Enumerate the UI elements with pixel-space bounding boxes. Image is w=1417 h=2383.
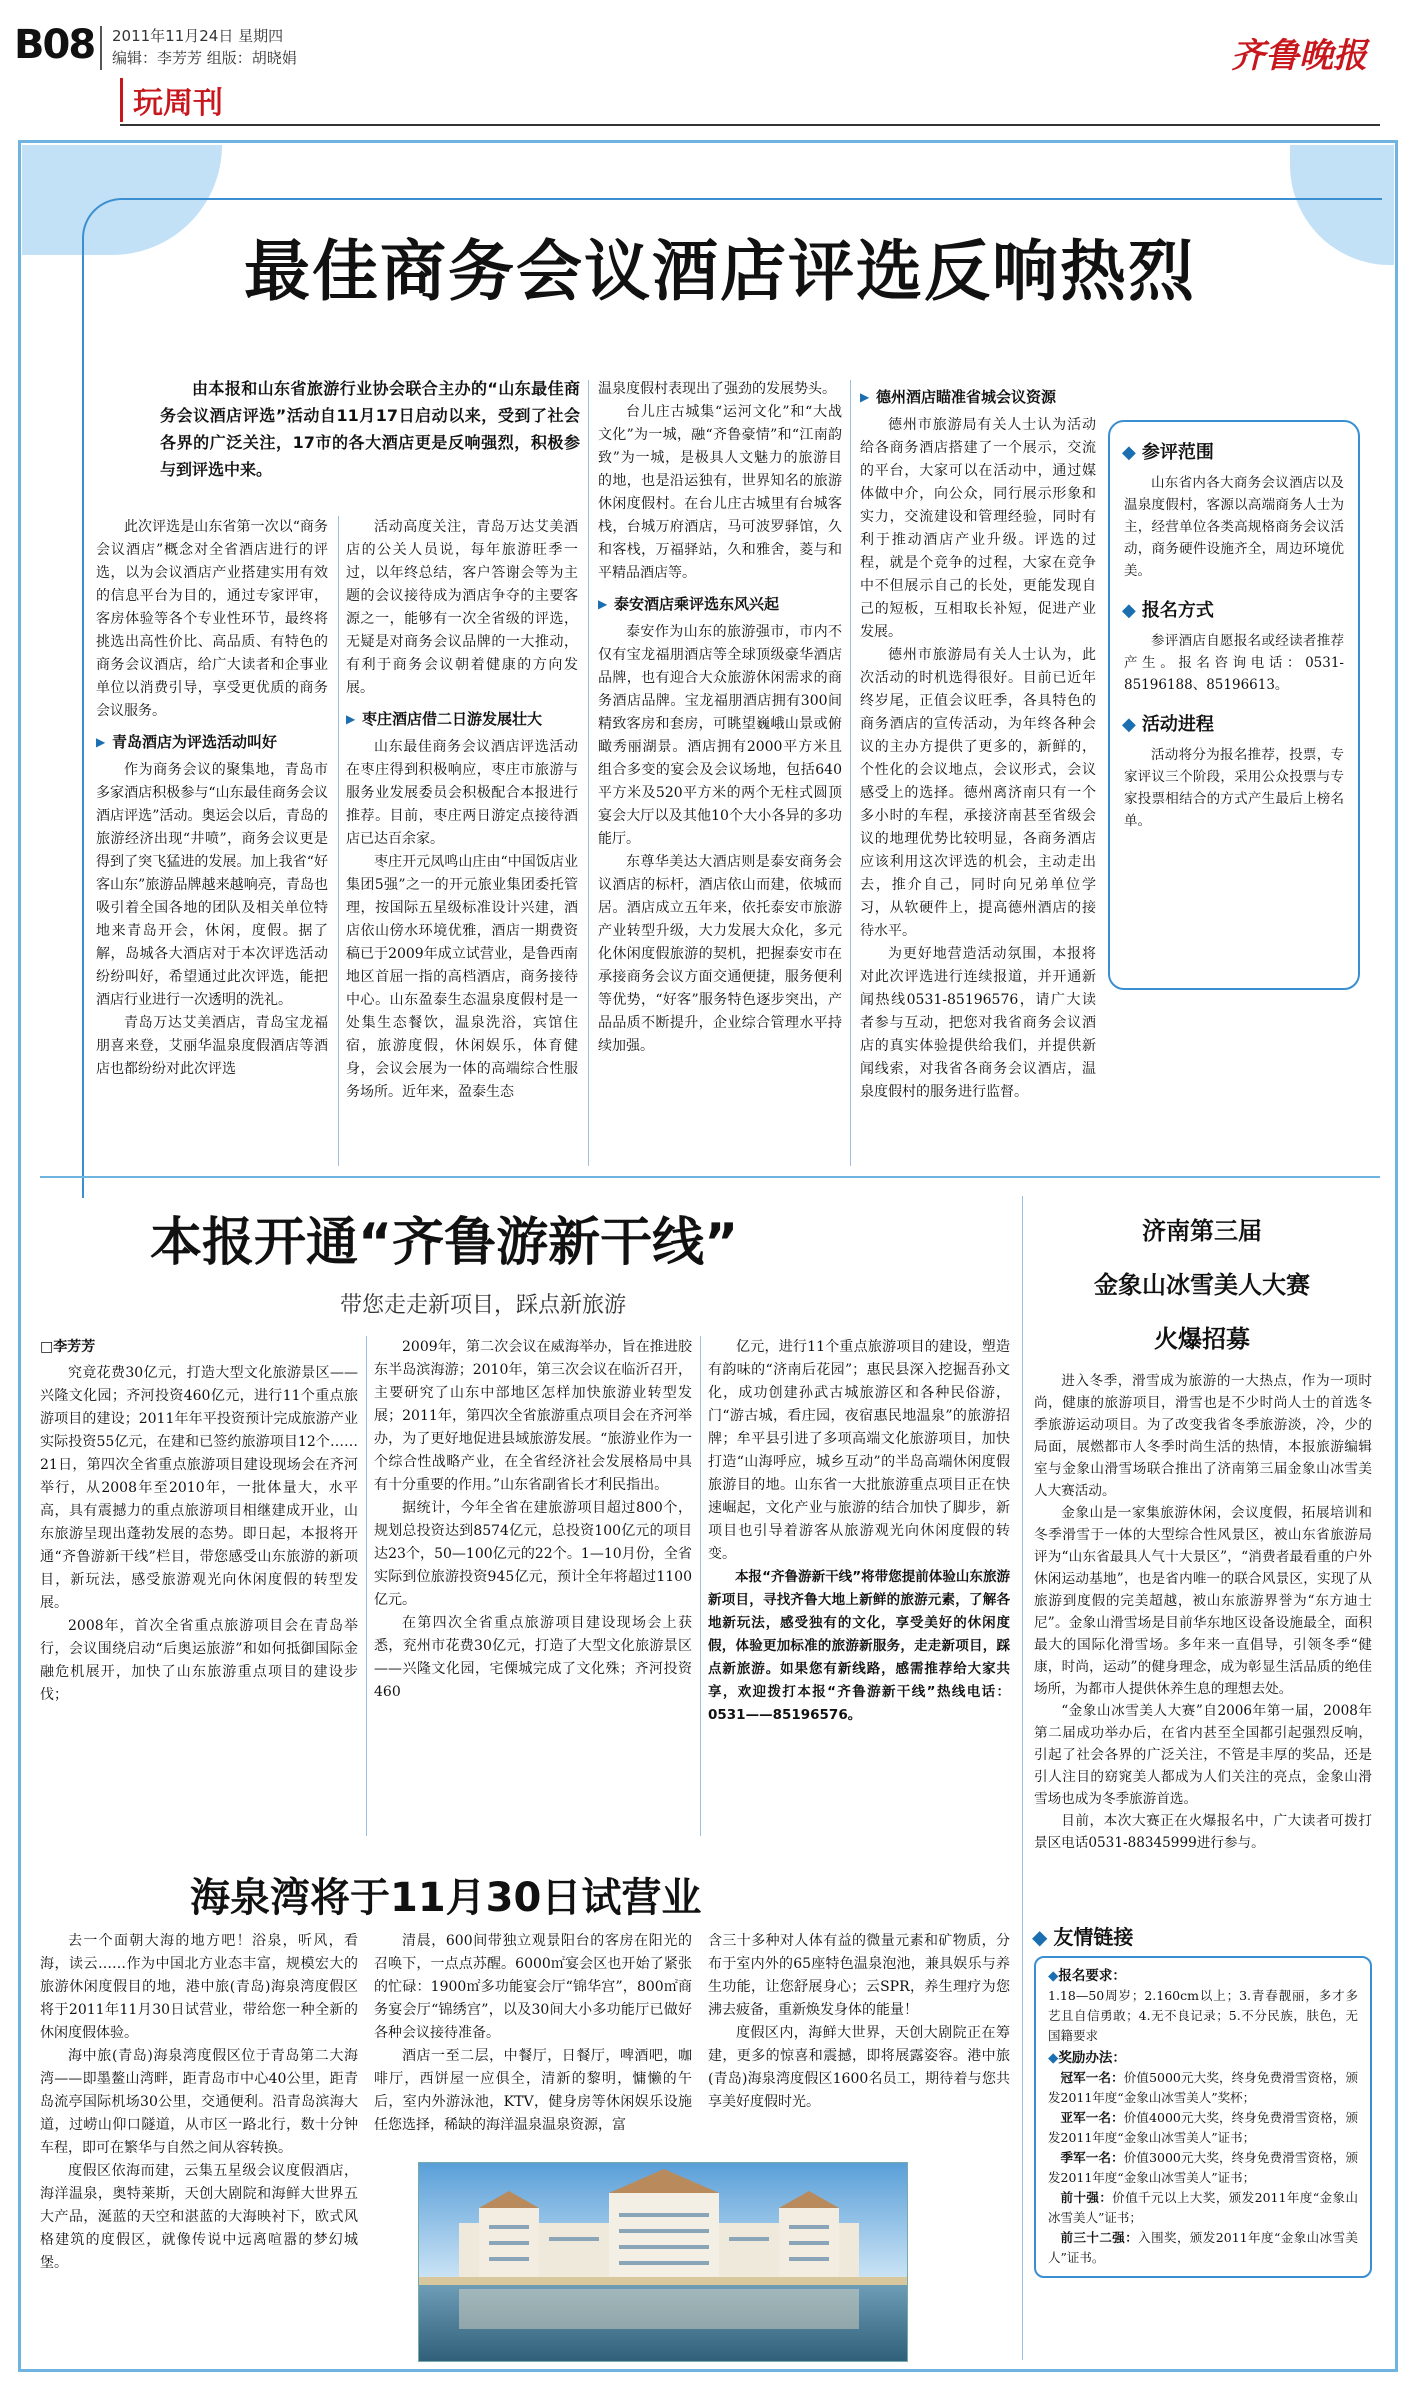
section-divider xyxy=(40,1176,1380,1178)
award-rank: 亚军一名： xyxy=(1060,2110,1124,2125)
article3-col1 xyxy=(40,1930,358,2275)
diamond-icon: ◆ xyxy=(1122,442,1136,463)
award-item xyxy=(1048,2228,1358,2268)
links-content xyxy=(1034,1956,1372,2278)
paragraph: 度假区内，海鲜大世界，天创大剧院正在筹建，更多的惊喜和震撼，即将展露姿容。港中旅(青岛)海泉湾度假区1600名员工，期待着与您共享美好度假时光。 xyxy=(708,2025,1010,2110)
sidebar-heading: ◆ 活动进程 xyxy=(1122,714,1214,735)
article3-col2 xyxy=(374,1930,692,2137)
article1-lead xyxy=(160,375,580,483)
paragraph: 德州市旅游局有关人士认为活动给各商务酒店搭建了一个展示，交流的平台，大家可以在活动中，通过媒体做中介，向公众，同行展示形象和实力，交流建设和管理经验，同时有利于推动酒店产业升级。评选的过程，就是个竞争的过程，大家在竞争中不但展示自己的长处，更能发现自己的短板，互相取长补短，促进产业发展。 xyxy=(860,417,1096,640)
paragraph: 究竟花费30亿元，打造大型文化旅游景区——兴隆文化园；齐河投资460亿元，进行11个重点旅游项目的建设；2011年年平投资预计完成旅游产业实际投资55亿元，在建和已签约旅游项目12个……21日，第四次全省重点旅游项目建设现场会在齐河举行，从2008年至2010年，一批体量大，水平高，具有震撼力的重点旅游项目相继建成开业，山东旅游呈现出蓬勃发展的态势。即日起，本报将开通“齐鲁游新干线”栏目，带您感受山东旅游的新项目，新玩法，感受旅游观光向休闲度假的转型发展。 xyxy=(40,1365,358,1611)
award-item xyxy=(1048,2068,1358,2108)
paragraph: 目前，本次大赛正在火爆报名中，广大读者可拨打景区电话0531-88345999进行参与。 xyxy=(1034,1813,1372,1851)
subheading: ▶ 德州酒店瞄准省城会议资源 xyxy=(860,386,1096,408)
paper-masthead: 齐鲁晚报 xyxy=(1231,36,1367,76)
page-header xyxy=(0,0,1417,132)
article1-headline: 最佳商务会议酒店评选反响热烈 xyxy=(244,233,1196,310)
page-code: B08 xyxy=(14,22,95,68)
column-divider xyxy=(338,516,339,1166)
paragraph: 青岛万达艾美酒店，青岛宝龙福朋喜来登，艾丽华温泉度假酒店等酒店也都纷纷对此次评选 xyxy=(96,1015,328,1077)
diamond-icon: ◆ xyxy=(1048,2050,1059,2066)
article1-col1 xyxy=(96,516,328,1081)
column-divider xyxy=(700,1336,701,1836)
paragraph: 山东最佳商务会议酒店评选活动在枣庄得到积极响应，枣庄市旅游与服务业发展委员会积极配合本报进行推荐。目前，枣庄两日游定点接待酒店已达百余家。 xyxy=(346,739,578,847)
award-text: 价值5000元大奖，终身免费滑雪资格，颁发2011年度“金象山冰雪美人”奖杯； xyxy=(1048,2070,1358,2105)
criteria-sidebar xyxy=(1108,420,1360,990)
sidebar-text: 活动将分为报名推荐，投票，专家评议三个阶段，采用公众投票与专家投票相结合的方式产生最后上榜名单。 xyxy=(1124,747,1344,829)
subheading: ▶ 枣庄酒店借二日游发展壮大 xyxy=(346,708,578,730)
paragraph: 德州市旅游局有关人士认为，此次活动的时机选得很好。目前已近年终岁尾，正值会议旺季，各具特色的商务酒店的宣传活动，为年终各种会议的主办方提供了更多的，新鲜的，个性化的会议地点，会议形式，会议感受上的选择。德州离济南只有一个多小时的车程，承接济南甚至省级会议的地理优势比较明显，各商务酒店应该利用这次评选的机会，主动走出去，推介自己，同时向兄弟单位学习，从软硬件上，提高德州酒店的接待水平。 xyxy=(860,647,1096,939)
paragraph: 酒店一至二层，中餐厅，日餐厅，啤酒吧，咖啡厅，西饼屋一应俱全，清新的黎明，慵懒的午后，室内外游泳池，KTV，健身房等休闲娱乐设施任您选择，稀缺的海洋温泉温泉资源，富 xyxy=(374,2048,692,2133)
sidebar-heading: ◆ 报名方式 xyxy=(1122,600,1214,621)
article2-col3 xyxy=(708,1336,1010,1727)
diamond-icon: ◆ xyxy=(1048,1968,1059,1984)
lead-paragraph: 由本报和山东省旅游行业协会联合主办的“山东最佳商务会议酒店评选”活动自11月17日启动以来，受到了社会各界的广泛关注，17市的各大酒店更是反响强烈，积极参与到评选中来。 xyxy=(160,379,580,479)
article2-col1 xyxy=(40,1336,358,1707)
article2-col2 xyxy=(374,1336,692,1704)
diamond-icon: ◆ xyxy=(1032,1925,1048,1949)
article2-headline: 本报开通“齐鲁游新干线” xyxy=(150,1213,739,1273)
header-divider xyxy=(100,26,102,70)
sidebar-text: 参评酒店自愿报名或经读者推荐产生。报名咨询电话：0531-85196188、85196613。 xyxy=(1124,633,1344,693)
hotline-paragraph: 本报“齐鲁游新干线”将带您提前体验山东旅游新项目，寻找齐鲁大地上新鲜的旅游元素，了解各地新玩法，感受独有的文化，享受美好的休闲度假，体验更加标准的旅游新服务，走走新项目，踩点新旅游。如果您有新线路，感需推荐给大家共享，欢迎拨打本报“齐鲁游新干线”热线电话：0531——85196576。 xyxy=(708,1569,1010,1723)
paragraph: 2008年，首次全省重点旅游项目会在青岛举行，会议围绕启动“后奥运旅游”和如何抵御国际金融危机展开，加快了山东旅游重点项目的建设步伐； xyxy=(40,1618,358,1703)
award-rank: 季军一名： xyxy=(1060,2150,1124,2165)
paragraph: 度假区依海而建，云集五星级会议度假酒店，海洋温泉，奥特莱斯，天创大剧院和海鲜大世界五大产品，涎蓝的天空和湛蓝的大海映衬下，欧式风格建筑的度假区，就像传说中远离喧嚣的梦幻城堡。 xyxy=(40,2163,358,2271)
award-text: 价值4000元大奖，终身免费滑雪资格，颁发2011年度“金象山冰雪美人”证书； xyxy=(1048,2110,1358,2145)
diamond-icon: ◆ xyxy=(1122,714,1136,735)
article3-col3 xyxy=(708,1930,1010,2114)
paragraph: 活动高度关注，青岛万达艾美酒店的公关人员说，每年旅游旺季一过，以年终总结，客户答谢会等为主题的会议接待成为酒店争夺的主要客源之一，能够有一次全省级的评选，无疑是对商务会议品牌的一大推动，有利于商务会议朝着健康的方向发展。 xyxy=(346,519,578,696)
article3-headline: 海泉湾将于11月30日试营业 xyxy=(190,1875,702,1921)
award-item xyxy=(1048,2188,1358,2228)
award-rank: 冠军一名： xyxy=(1060,2070,1124,2085)
award-item xyxy=(1048,2148,1358,2188)
issue-date: 2011年11月24日 星期四 xyxy=(112,27,284,45)
award-text: 价值千元以上大奖，颁发2011年度“金象山冰雪美人”证书； xyxy=(1048,2190,1358,2225)
award-text: 价值3000元大奖，终身免费滑雪资格，颁发2011年度“金象山冰雪美人”证书； xyxy=(1048,2150,1358,2185)
paragraph: 含三十多种对人体有益的微量元素和矿物质，分布于室内外的65座特色温泉泡池，兼具娱乐与养生功能，让您舒展身心；云SPR，养生理疗为您沸去疲备，重新焕发身体的能量！ xyxy=(708,1933,1010,2018)
article4-body xyxy=(1034,1370,1372,1854)
section-name: 玩周刊 xyxy=(120,78,223,122)
paragraph: 此次评选是山东省第一次以“商务会议酒店”概念对全省酒店进行的评选，以为会议酒店产业搭建实用有效的信息平台为目的，通过专家评审，客房体验等各个专业性环节，最终将挑选出高性价比、高品质、有特色的商务会议酒店，给广大读者和企事业单位以消费引导，享受更优质的商务会议服务。 xyxy=(96,519,328,719)
award-list xyxy=(1048,2068,1358,2268)
paragraph: 作为商务会议的聚集地，青岛市多家酒店积极参与“山东最佳商务会议酒店评选”活动。奥运会以后，青岛的旅游经济出现“井喷”，商务会议更是得到了突飞猛进的发展。加上我省“好客山东”旅游品牌越来越响亮，青岛也吸引着全国各地的团队及相关单位特地来青岛开会，休闲，度假。据了解，岛城各大酒店对于本次评选活动纷纷叫好，希望通过此次评选，能把酒店行业进行一次透明的洗礼。 xyxy=(96,762,328,1008)
article1-col2 xyxy=(346,516,578,1104)
paragraph: 在第四次全省重点旅游项目建设现场会上获悉，兖州市花费30亿元，打造了大型文化旅游景区——兴隆文化园，宅傈城完成了文化殊；齐河投资460 xyxy=(374,1615,692,1700)
paragraph: 泰安作为山东的旅游强市，市内不仅有宝龙福朋酒店等全球顶级豪华酒店品牌，也有迎合大众旅游休闲需求的商务酒店品牌。宝龙福朋酒店拥有300间精致客房和套房，可眺望巍峨山景或俯瞰秀丽湖景。酒店拥有2000平方米且组合多变的宴会及会议场地，包括640平方米及520平方米的两个无柱式圆顶宴会大厅以及其他10个大小各异的多功能厅。 xyxy=(598,624,842,847)
req-heading: ◆报名要求： xyxy=(1048,1968,1126,1984)
paragraph: 为更好地营造活动氛围，本报将对此次评选进行连续报道，并开通新闻热线0531-85196576，请广大读者参与互动，把您对我省商务会议酒店的真实体验提供给我们，并提供新闻线索，对我省各商务会议酒店，温泉度假村的服务进行监督。 xyxy=(860,946,1096,1100)
paragraph: 进入冬季，滑雪成为旅游的一大热点，作为一项时尚，健康的旅游项目，滑雪也是不少时尚人士的首选冬季旅游运动项目。为了改变我省冬季旅游淡，冷，少的局面，展燃都市人冬季时尚生活的热情，本报旅游编辑室与金象山滑雪场联合推出了济南第三届金象山冰雪美人大赛活动。 xyxy=(1034,1373,1372,1499)
article2-subhead: 带您走走新项目，踩点新旅游 xyxy=(340,1293,627,1318)
friendly-link-box xyxy=(1034,1924,1372,2278)
headline-line: 济南第三届 xyxy=(1142,1217,1262,1245)
sidebar-text: 山东省内各大商务会议酒店以及温泉度假村，客源以高端商务人士为主，经营单位各类高规格商务会议活动，商务硬件设施齐全，周边环境优美。 xyxy=(1124,475,1344,579)
req-text: 1.18—50周岁；2.160cm以上；3.青春靓丽，多才多艺且自信勇敢；4.无不良记录；5.不分民族，肤色，无国籍要求 xyxy=(1048,1988,1358,2043)
award-item xyxy=(1048,2108,1358,2148)
paragraph: 清晨，600间带独立观景阳台的客房在阳光的召唤下，一点点苏醒。6000㎡宴会区也开始了紧张的忙碌：1900㎡多功能宴会厅“锦华宫”，800㎡商务宴会厅“锦绣宫”，以及30间大小多功能厅已做好各种会议接待准备。 xyxy=(374,1933,692,2041)
column-divider xyxy=(588,380,589,1166)
award-heading: ◆奖励办法： xyxy=(1048,2050,1126,2066)
award-rank: 前三十二强： xyxy=(1060,2230,1139,2245)
paragraph: 温泉度假村表现出了强劲的发展势头。 xyxy=(598,381,836,397)
editor-credits: 编辑：李芳芳 组版：胡晓娟 xyxy=(112,49,297,67)
headline-line: 火爆招募 xyxy=(1154,1325,1250,1353)
paragraph: “金象山冰雪美人大赛”自2006年第一届，2008年第二届成功举办后，在省内甚至全国都引起强烈反响，引起了社会各界的广泛关注，不管是丰厚的奖品，还是引人注目的窈窕美人都成为人们关注的亮点，金象山滑雪场也成为冬季旅游首选。 xyxy=(1034,1703,1372,1807)
paragraph: 台儿庄古城集“运河文化”和“大战文化”为一城，融“齐鲁豪情”和“江南韵致”为一城，是极具人文魅力的旅游目的地，也是沿运独有，世界知名的旅游休闲度假村。在台儿庄古城里有台城客栈，台城万府酒店，马可波罗驿馆，久和客栈，万福驿站，久和雅舍，菱与和平精品酒店等。 xyxy=(598,404,842,581)
article1-col4 xyxy=(860,386,1096,1104)
paragraph: 2009年，第二次会议在威海举办，旨在推进胶东半岛滨海游；2010年，第三次会议在临沂召开，主要研究了山东中部地区怎样加快旅游业转型发展；2011年，第四次全省旅游重点项目会在齐河举办，为了更好地促进县域旅游发展。“旅游业作为一个综合性战略产业，在全省经济社会发展格局中具有十分重要的作用。”山东省副省长才利民指出。 xyxy=(374,1339,692,1493)
paragraph: 据统计，今年全省在建旅游项目超过800个，规划总投资达到8574亿元，总投资100亿元的项目达23个，50—100亿元的22个。1—10月份，全省实际到位旅游投资945亿元，预计全年将超过1100亿元。 xyxy=(374,1500,692,1608)
paragraph: 海中旅(青岛)海泉湾度假区位于青岛第二大海湾——即墨鳌山湾畔，距青岛市中心40公里，距青岛流亭国际机场30公里，交通便利。沿青岛滨海大道，过崂山仰口隧道，从市区一路北行，数十分钟车程，即可在繁华与自然之间从容转换。 xyxy=(40,2048,358,2156)
subheading: ▶ 青岛酒店为评选活动叫好 xyxy=(96,731,328,753)
paragraph: 亿元，进行11个重点旅游项目的建设，塑造有韵味的“济南后花园”；惠民县深入挖掘吾孙文化，成功创建孙武古城旅游区和各种民俗游，门“游古城，看庄园，夜宿惠民地温泉”的旅游招牌；牟平县引进了多项高端文化旅游项目，加快打造“山海呼应，城乡互动”的半岛高端休闲度假旅游目的地。山东省一大批旅游重点项目正在快速崛起，文化产业与旅游的结合加快了脚步，新项目也引导着游客从旅游观光向休闲度假的转变。 xyxy=(708,1339,1010,1562)
paragraph: 金象山是一家集旅游休闲，会议度假，拓展培训和冬季滑雪于一体的大型综合性风景区，被山东省旅游局评为“山东省最具人气十大景区”，“消费者最看重的户外休闲运动基地”，也是省内唯一的联合风景区，实现了从旅游到度假的完美超越，被山东旅游界誉为“东方迪士尼”。金象山滑雪场是目前华东地区设备设施最全，面积最大的国际化滑雪场。多年来一直倡导，引领冬季“健康，时尚，运动”的健身理念，成为彰显生活品质的绝佳场所，为都市人提供休养生息的理想去处。 xyxy=(1034,1505,1372,1697)
headline-line: 金象山冰雪美人大赛 xyxy=(1094,1271,1310,1299)
article1-col3 xyxy=(598,378,842,1058)
paragraph: 去一个面朝大海的地方吧！浴泉，听风，看海，读云……作为中国北方业态丰富，规模宏大的旅游休闲度假目的地，港中旅(青岛)海泉湾度假区将于2011年11月30日试营业，带给您一种全新的休闲度假体验。 xyxy=(40,1933,358,2041)
byline: □李芳芳 xyxy=(40,1339,96,1355)
column-divider xyxy=(850,380,851,1166)
article4-headline xyxy=(1032,1204,1372,1366)
paragraph: 东尊华美达大酒店则是泰安商务会议酒店的标杆，酒店依山而建，依城而居。酒店成立五年来，依托泰安市旅游产业转型升级，大力发展大众化，多元化休闲度假旅游的契机，把握泰安市在承接商务会议方面交通便捷，服务便利等优势，“好客”服务特色逐步突出，产品品质不断提升，企业综合管理水平持续加强。 xyxy=(598,854,842,1054)
diamond-icon: ◆ xyxy=(1122,600,1136,621)
subheading: ▶ 泰安酒店乘评选东风兴起 xyxy=(598,593,842,615)
sidebar-heading: ◆ 参评范围 xyxy=(1122,442,1214,463)
resort-photo xyxy=(418,2162,908,2362)
award-text: 入围奖，颁发2011年度“金象山冰雪美人”证书。 xyxy=(1048,2230,1358,2265)
award-rank: 前十强： xyxy=(1060,2190,1113,2205)
paragraph: 枣庄开元凤鸣山庄由“中国饭店业集团5强”之一的开元旅业集团委托管理，按国际五星级标准设计兴建，酒店依山傍水环境优雅，酒店一期费资稿已于2009年成立试营业，是鲁西南地区首屈一指的高档酒店，商务接待中心。山东盈泰生态温泉度假村是一处集生态餐饮，温泉洗浴，宾馆住宿，旅游度假，休闲娱乐，体育健身，会议会展为一体的高端综合性服务场所。近年来，盈泰生态 xyxy=(346,854,578,1100)
resort-photo-svg xyxy=(419,2163,908,2362)
column-divider xyxy=(1022,1196,1023,2360)
header-rule xyxy=(120,124,1380,126)
links-heading: ◆ 友情链接 xyxy=(1032,1925,1134,1949)
column-divider xyxy=(366,1336,367,1836)
